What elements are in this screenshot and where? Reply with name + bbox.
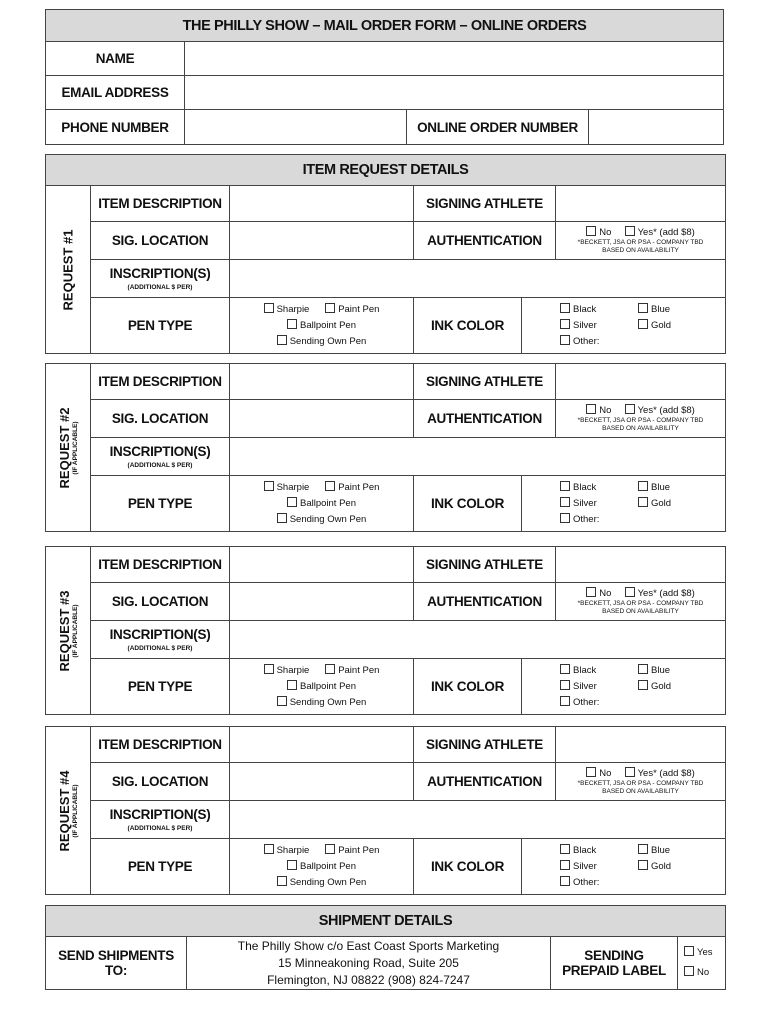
ink-color-options [522,298,726,354]
pen-type-label: PEN TYPE [91,839,230,895]
item-description-label: ITEM DESCRIPTION [91,547,230,583]
auth-note-1: *BECKETT, JSA OR PSA - COMPANY TBD [577,780,704,787]
pen-paint-option[interactable]: Paint Pen [325,843,379,859]
inscriptions-label-cell [91,801,230,839]
inscriptions-label-cell [91,438,230,476]
auth-no-option[interactable]: No [586,226,611,239]
request-label-cell [46,364,91,532]
send-shipments-label: SEND SHIPMENTS TO: [46,937,187,990]
pen-sharpie-option[interactable]: Sharpie [264,663,310,679]
shipment-address [187,937,551,990]
phone-label: PHONE NUMBER [46,110,185,145]
item-description-field[interactable] [230,186,414,222]
request-label: REQUEST #4 [57,770,72,851]
address-line-2: 15 Minneakoning Road, Suite 205 [278,955,459,970]
checkbox-icon [586,767,596,777]
checkbox-icon [560,481,570,491]
checkbox-icon [287,497,297,507]
checkbox-icon [560,497,570,507]
pen-ballpoint-option[interactable]: Ballpoint Pen [287,318,356,334]
checkbox-icon [625,404,635,414]
request-table-1 [45,154,726,354]
shipment-title: SHIPMENT DETAILS [46,906,726,937]
name-field[interactable] [185,42,724,76]
ink-color-options [522,839,726,895]
checkbox-icon [625,226,635,236]
pen-paint-option[interactable]: Paint Pen [325,302,379,318]
checkbox-icon [638,860,648,870]
checkbox-icon [560,696,570,706]
inscriptions-label-cell [91,621,230,659]
checkbox-icon [287,680,297,690]
authentication-label: AUTHENTICATION [414,222,556,260]
checkbox-icon [325,303,335,313]
checkbox-icon [277,335,287,345]
checkbox-icon [638,481,648,491]
ink-gold-option[interactable]: Gold [638,679,671,695]
ink-blue-option[interactable]: Blue [638,302,670,318]
ink-silver-option[interactable]: Silver [560,318,638,334]
sig-location-label: SIG. LOCATION [91,763,230,801]
pen-type-options [230,839,414,895]
shipment-table [45,905,726,990]
auth-yes-option[interactable]: Yes* (add $8) [625,226,695,239]
checkbox-icon [264,303,274,313]
ink-other-option[interactable]: Other: [560,875,599,891]
inscriptions-label: INSCRIPTION(S) [109,807,211,822]
ink-silver-option[interactable]: Silver [560,859,638,875]
request-label-cell [46,727,91,895]
checkbox-icon [586,404,596,414]
inscriptions-label: INSCRIPTION(S) [109,627,211,642]
authentication-options [556,222,726,260]
signing-athlete-field[interactable] [556,547,726,583]
item-description-label: ITEM DESCRIPTION [91,186,230,222]
checkbox-icon [684,946,694,956]
item-description-label: ITEM DESCRIPTION [91,364,230,400]
checkbox-icon [684,966,694,976]
pen-type-label: PEN TYPE [91,659,230,715]
pen-type-options [230,298,414,354]
signing-athlete-label: SIGNING ATHLETE [414,727,556,763]
auth-note-1: *BECKETT, JSA OR PSA - COMPANY TBD [577,239,704,246]
pen-ballpoint-option[interactable]: Ballpoint Pen [287,679,356,695]
checkbox-icon [560,303,570,313]
inscriptions-field[interactable] [230,801,726,839]
signing-athlete-label: SIGNING ATHLETE [414,547,556,583]
item-description-field[interactable] [230,364,414,400]
request-label: REQUEST #3 [57,590,72,671]
ink-color-label: INK COLOR [414,659,522,715]
sig-location-field[interactable] [230,400,414,438]
ink-color-label: INK COLOR [414,839,522,895]
form-title: THE PHILLY SHOW – MAIL ORDER FORM – ONLINE ORDERS [46,10,724,42]
ink-black-option[interactable]: Black [560,480,638,496]
ink-black-option[interactable]: Black [560,663,638,679]
inscriptions-label: INSCRIPTION(S) [109,266,211,281]
ink-blue-option[interactable]: Blue [638,480,670,496]
inscriptions-label-cell [91,260,230,298]
checkbox-icon [560,844,570,854]
request-table-2 [45,363,726,532]
checkbox-icon [560,664,570,674]
checkbox-icon [264,844,274,854]
ink-silver-option[interactable]: Silver [560,679,638,695]
order-number-label: ONLINE ORDER NUMBER [407,110,589,145]
item-description-field[interactable] [230,727,414,763]
pen-own-option[interactable]: Sending Own Pen [277,875,367,891]
request-sublabel: (IF APPLICABLE) [72,783,79,838]
auth-no-option[interactable]: No [586,767,611,780]
request-label-cell [46,547,91,715]
pen-sharpie-option[interactable]: Sharpie [264,480,310,496]
order-number-field[interactable] [589,110,724,145]
ink-gold-option[interactable]: Gold [638,318,671,334]
authentication-options [556,583,726,621]
auth-note-2: BASED ON AVAILABILITY [602,788,679,795]
ink-blue-option[interactable]: Blue [638,663,670,679]
ink-other-option[interactable]: Other: [560,512,599,528]
checkbox-icon [560,876,570,886]
email-label: EMAIL ADDRESS [46,76,185,110]
checkbox-icon [586,587,596,597]
pen-own-option[interactable]: Sending Own Pen [277,334,367,350]
checkbox-icon [287,860,297,870]
sig-location-label: SIG. LOCATION [91,222,230,260]
pen-ballpoint-option[interactable]: Ballpoint Pen [287,859,356,875]
checkbox-icon [625,767,635,777]
sig-location-label: SIG. LOCATION [91,583,230,621]
sig-location-field[interactable] [230,583,414,621]
authentication-options [556,400,726,438]
checkbox-icon [625,587,635,597]
checkbox-icon [638,664,648,674]
signing-athlete-field[interactable] [556,186,726,222]
sig-location-label: SIG. LOCATION [91,400,230,438]
auth-no-option[interactable]: No [586,404,611,417]
prepaid-label: SENDING PREPAID LABEL [551,937,678,990]
pen-sharpie-option[interactable]: Sharpie [264,843,310,859]
inscriptions-label: INSCRIPTION(S) [109,444,211,459]
checkbox-icon [325,481,335,491]
ink-gold-option[interactable]: Gold [638,496,671,512]
pen-own-option[interactable]: Sending Own Pen [277,695,367,711]
request-table-3 [45,546,726,715]
request-label: REQUEST #2 [57,407,72,488]
authentication-label: AUTHENTICATION [414,400,556,438]
auth-note-1: *BECKETT, JSA OR PSA - COMPANY TBD [577,600,704,607]
ink-color-options [522,476,726,532]
ink-other-option[interactable]: Other: [560,334,599,350]
checkbox-icon [277,876,287,886]
auth-note-2: BASED ON AVAILABILITY [602,247,679,254]
checkbox-icon [560,860,570,870]
ink-color-label: INK COLOR [414,298,522,354]
ink-black-option[interactable]: Black [560,843,638,859]
inscriptions-sublabel: (ADDITIONAL $ PER) [127,462,193,469]
address-line-3: Flemington, NJ 08822 (908) 824-7247 [267,972,470,987]
checkbox-icon [560,680,570,690]
pen-type-options [230,659,414,715]
email-field[interactable] [185,76,724,110]
pen-own-option[interactable]: Sending Own Pen [277,512,367,528]
phone-field[interactable] [185,110,407,145]
request-label: REQUEST #1 [60,229,76,310]
inscriptions-sublabel: (ADDITIONAL $ PER) [127,645,193,652]
auth-note-2: BASED ON AVAILABILITY [602,425,679,432]
checkbox-icon [586,226,596,236]
pen-ballpoint-option[interactable]: Ballpoint Pen [287,496,356,512]
checkbox-icon [638,844,648,854]
authentication-options [556,763,726,801]
pen-sharpie-option[interactable]: Sharpie [264,302,310,318]
signing-athlete-field[interactable] [556,364,726,400]
checkbox-icon [264,481,274,491]
checkbox-icon [277,513,287,523]
request-sublabel: (IF APPLICABLE) [72,420,79,475]
address-line-1: The Philly Show c/o East Coast Sports Marketing [237,938,500,953]
inscriptions-sublabel: (ADDITIONAL $ PER) [127,284,193,291]
checkbox-icon [287,319,297,329]
prepaid-no-option[interactable]: No [684,963,709,983]
pen-type-label: PEN TYPE [91,476,230,532]
contact-table [45,9,724,145]
checkbox-icon [560,319,570,329]
item-description-field[interactable] [230,547,414,583]
ink-color-options [522,659,726,715]
checkbox-icon [560,335,570,345]
ink-other-option[interactable]: Other: [560,695,599,711]
pen-type-options [230,476,414,532]
checkbox-icon [277,696,287,706]
auth-yes-option[interactable]: Yes* (add $8) [625,767,695,780]
inscriptions-field[interactable] [230,260,726,298]
checkbox-icon [638,319,648,329]
name-label: NAME [46,42,185,76]
checkbox-icon [560,513,570,523]
ink-color-label: INK COLOR [414,476,522,532]
auth-note-2: BASED ON AVAILABILITY [602,608,679,615]
checkbox-icon [264,664,274,674]
inscriptions-field[interactable] [230,621,726,659]
pen-type-label: PEN TYPE [91,298,230,354]
inscriptions-field[interactable] [230,438,726,476]
checkbox-icon [638,303,648,313]
ink-silver-option[interactable]: Silver [560,496,638,512]
checkbox-icon [638,497,648,507]
auth-yes-option[interactable]: Yes* (add $8) [625,587,695,600]
auth-yes-option[interactable]: Yes* (add $8) [625,404,695,417]
request-sublabel: (IF APPLICABLE) [72,603,79,658]
auth-no-option[interactable]: No [586,587,611,600]
signing-athlete-field[interactable] [556,727,726,763]
prepaid-options [678,937,726,990]
sig-location-field[interactable] [230,222,414,260]
pen-paint-option[interactable]: Paint Pen [325,480,379,496]
checkbox-icon [638,680,648,690]
ink-gold-option[interactable]: Gold [638,859,671,875]
authentication-label: AUTHENTICATION [414,583,556,621]
authentication-label: AUTHENTICATION [414,763,556,801]
ink-black-option[interactable]: Black [560,302,638,318]
request-label-cell [46,186,91,354]
item-details-title: ITEM REQUEST DETAILS [46,155,726,186]
checkbox-icon [325,664,335,674]
signing-athlete-label: SIGNING ATHLETE [414,364,556,400]
signing-athlete-label: SIGNING ATHLETE [414,186,556,222]
inscriptions-sublabel: (ADDITIONAL $ PER) [127,825,193,832]
checkbox-icon [325,844,335,854]
pen-paint-option[interactable]: Paint Pen [325,663,379,679]
sig-location-field[interactable] [230,763,414,801]
request-table-4 [45,726,726,895]
auth-note-1: *BECKETT, JSA OR PSA - COMPANY TBD [577,417,704,424]
ink-blue-option[interactable]: Blue [638,843,670,859]
item-description-label: ITEM DESCRIPTION [91,727,230,763]
prepaid-yes-option[interactable]: Yes [684,943,713,963]
